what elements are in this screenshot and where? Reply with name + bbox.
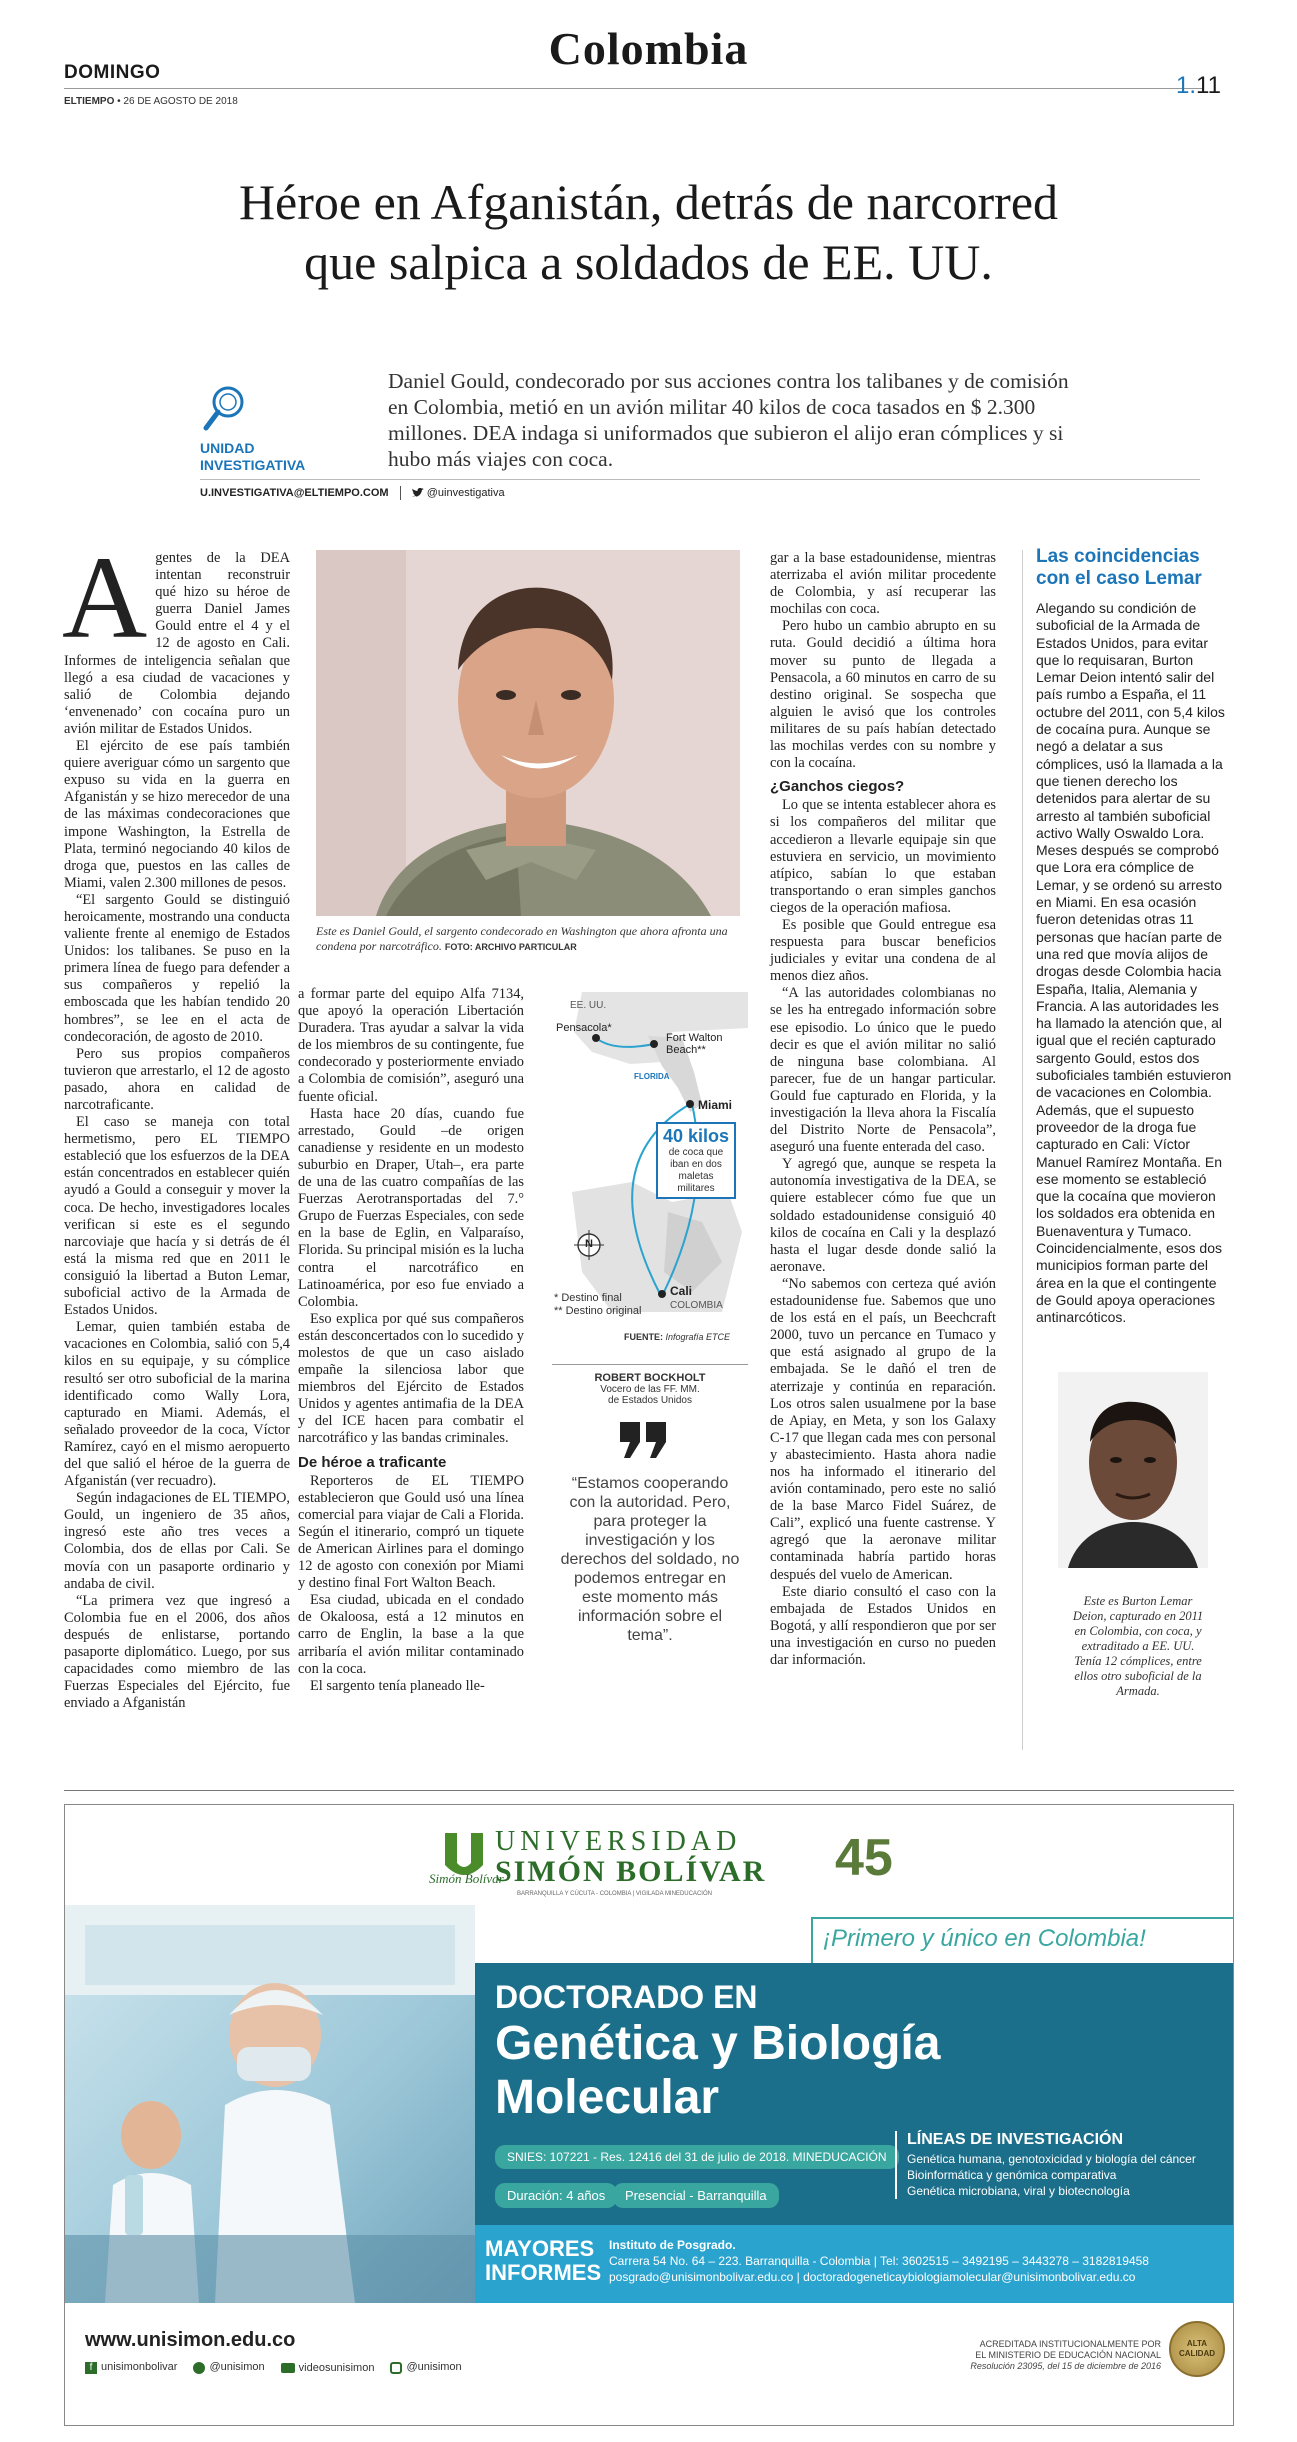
research-line: Genética humana, genotoxicidad y biología del cáncer [907, 2152, 1196, 2166]
gould-photo [316, 550, 740, 916]
research-line: Genética microbiana, viral y biotecnología [907, 2184, 1130, 2198]
accreditation-1: ACREDITADA INSTITUCIONALMENTE POR [979, 2339, 1161, 2349]
map-source-label: FUENTE: [624, 1332, 663, 1342]
headline [0, 172, 1297, 292]
website-link[interactable]: www.unisimon.edu.co [85, 2329, 296, 2351]
deck: Daniel Gould, condecorado por sus acciones contra los talibanes y de comisión en Colombia, metió en un avión militar 40 kilos de coca tasados en $ 2.300 millones. DEA indaga si uniformados que subieron el alijo eran cómplices y si hubo más viajes con coca. [388, 369, 1069, 471]
mayores-1: MAYORES [485, 2236, 595, 2261]
map-source-text: Infografía ETCE [665, 1332, 731, 1342]
contact-emails: posgrado@unisimonbolivar.edu.co | doctoradogeneticaybiologiamolecular@unisimonbolivar.edu.co [609, 2270, 1136, 2284]
university-name-1: UNIVERSIDAD [495, 1826, 742, 1857]
contact-institute: Instituto de Posgrado. [609, 2238, 736, 2252]
section-title: Colombia [548, 23, 749, 74]
unit-rule [200, 479, 1200, 480]
unit-label [200, 440, 305, 474]
accreditation [861, 2339, 1161, 2372]
map-source [624, 1332, 730, 1342]
map-florida-label: FLORIDA [634, 1072, 670, 1081]
research-lines-title: LÍNEAS DE INVESTIGACIÓN [907, 2131, 1124, 2148]
header-day: DOMINGO [64, 62, 161, 83]
subheading: ¿Ganchos ciegos? [770, 778, 905, 796]
youtube-handle: videosunisimon [298, 2361, 375, 2374]
sidebar-divider [1022, 550, 1023, 1750]
paragraph: “A las autoridades colombianas no se les ha entregado información sobre ese episodio. Lo único que le puedo decir es que el avión militar no salió de ninguna base colombiana. Al parecer, fue de un hangar particular. Gould fue capturado en Florida, y la investigación la lleva ahora la Fiscalía del Distrito Norte de Pensacola”, aseguró una fuente enterada del caso. [770, 985, 996, 1156]
quote-text: “Estamos cooperando con la autoridad. Pero, para proteger la investigación y los derechos del soldado, no podemos entregar en este momento más información sobre el tema”. [560, 1475, 740, 1644]
quote-name: ROBERT BOCKHOLT [594, 1372, 706, 1384]
kilos-note-3: maletas [678, 1171, 714, 1182]
kilos-note-4: militares [677, 1183, 715, 1194]
magnifier-icon [202, 384, 248, 434]
map-pensacola-label: Pensacola* [556, 1022, 612, 1034]
duration-pill [495, 2183, 617, 2208]
page-num: 11 [1196, 72, 1221, 99]
sidebar-body: Alegando su condición de suboficial de la Armada de Estados Unidos, para evitar que lo requisaran, Burton Lemar Deion intentó salir del país rumbo a España, el 11 octubre del 2011, con 5,4 kilos de cocaína pura. Aunque se negó a delatar a sus cómplices, usó la llamada a la que tienen derecho los detenidos para alertar de su arresto al también suboficial activo Wally Oswaldo Lora. Meses después se comprobó que Lora era cómplice de Lemar, y se ordenó su arresto en Miami. En esa ocasión fueron detenidas otras 11 personas que hacían parte de una red que movía alijos de drogas desde Colombia hacia España, Italia, Alemania y Francia. A las autoridades les ha llamado la atención que, al igual que el recién capturado sargento Gould, estos dos suboficiales también estuvieron de vacaciones en Colombia. Además, que el supuesto proveedor de la droga fue capturado en Cali: Víctor Manuel Ramírez Montaña. En ese momento se estableció que la cocaína que movieron los soldados era obtenida en Buenaventura y Tumaco. Coincidencialmente, esos dos municipios forman parte del área en la que el contingente de Gould apoya operaciones antinarcóticos. [1036, 600, 1232, 1326]
facebook-handle: unisimonbolivar [101, 2361, 178, 2373]
twitter-icon [193, 2362, 205, 2374]
photo-caption [316, 924, 740, 955]
lemar-photo [1058, 1372, 1208, 1568]
lemar-caption: Este es Burton Lemar Deion, capturado en 2011 en Colombia, con coca, y extraditado a EE. UU. Tenía 12 cómplices, entre ellos otro suboficial de la Armada. [1072, 1594, 1204, 1698]
map-country-label: EE. UU. [570, 1000, 607, 1011]
anniversary-badge [835, 1823, 893, 1899]
paragraph: “No sabemos con certeza qué avión estadounidense fue. Sabemos que uno de los está en el país, un Beechcraft 2000, tuvo un percance en Tumaco y que está asignado al grupo de la embajada. Se le dañó el tren de aterrizaje y continúa en reparación. Los otros salen usualmene por la base de Apiay, en Meta, y son los Galaxy C-17 que llegan cada mes con personal y abastecimiento. Hasta ahora nadie nos ha informado el itinerario del avión contaminado, pero este no salió de la base Marco Fidel Suárez, de Cali”, explicó una fuente castrense. Y agregó que la aeronave militar contaminada habría partido horas después del vuelo de American. [770, 1275, 996, 1583]
accreditation-3: Resolución 23095, del 15 de diciembre de 2016 [970, 2361, 1161, 2371]
paragraph: Eso explica por qué sus compañeros están desconcertados con lo sucedido y molestos de que un caso aislado empañe la silenciosa labor que miembros del Ejército de Estados Unidos y agentes antimafia de la DEA y del ICE hacen para combatir el narcotráfico y las bandas criminales. [298, 1310, 524, 1447]
twitter-handle: @unisimon [209, 2361, 265, 2374]
snies-pill [495, 2145, 899, 2169]
instagram-icon [390, 2362, 402, 2374]
research-lines [895, 2131, 1215, 2199]
lab-photo [65, 1905, 475, 2303]
youtube-icon [281, 2363, 295, 2373]
university-script: Simón Bolívar [429, 1871, 504, 1886]
header-date-line [64, 96, 238, 107]
subheading: De héroe a traficante [298, 1453, 447, 1471]
sidebar-title-1: Las coincidencias [1036, 546, 1200, 567]
duration-text: Duración: 4 años [495, 2183, 617, 2208]
header-paper: ELTIEMPO [64, 96, 115, 107]
university-name-2: SIMÓN BOLÍVAR [495, 1855, 767, 1888]
quote-role-1: Vocero de las FF. MM. [600, 1384, 700, 1395]
paragraph: Y agregó que, aunque se respeta la autonomía investigativa de la DEA, se quiere establecer cómo fue que un soldado estadounidense consiguió 40 kilos de cocaína en Cali y la desplazó hasta el lugar desde donde salió la aeronave. [770, 1156, 996, 1275]
article-bottom-rule [64, 1790, 1234, 1791]
paragraph: gar a la base estadounidense, mientras aterrizaba el avión militar procedente de Colombia, y así recuperar las mochilas con coca. [770, 550, 996, 618]
legend-final: * Destino final [554, 1292, 622, 1304]
paragraph: Según indagaciones de EL TIEMPO, Gould, un ingeniero de 35 años, ingresó este año tres veces a Colombia, dos de ellas por Cali. Se movía con un pasaporte ordinario y andaba de civil. [64, 1490, 290, 1592]
quote-attribution [552, 1372, 748, 1406]
sidebar-title-2: con el caso Lemar [1036, 568, 1202, 589]
map-fwb-line-2: Beach** [666, 1044, 706, 1056]
contact-info [609, 2237, 1149, 2285]
paragraph: El ejército de ese país también quiere averiguar cómo un sargento que expuso su vida en la guerra en Afganistán y se hizo merecedor de una de las máximas condecoraciones que impone Washington, la Estrella de Plata, terminó negociando 40 kilos de droga que, puestos en las calles de Miami, valen 2.300 millones de pesos. [64, 738, 290, 891]
youtube-item[interactable] [281, 2362, 375, 2374]
route-map [552, 992, 748, 1352]
header-rule [64, 88, 1204, 89]
unit-label-2: INVESTIGATIVA [200, 457, 306, 473]
kilos-note-1: de coca que [668, 1147, 724, 1158]
legend-original: ** Destino original [554, 1305, 642, 1317]
program-title [495, 1977, 940, 2125]
map-cali-label: Cali [670, 1284, 693, 1298]
paragraph: Hasta hace 20 días, cuando fue arrestado, Gould –de origen canadiense y residente en un modesto suburbio en Draper, Utah–, era parte de una de las cuatro compañías de las Fuerzas Aerotransportadas del 7.° Grupo de Fuerzas Especiales, con sede en la base de Eglin, en Valparaíso, Florida. Su principal misión es la lucha contra el narcotráfico en Latinoamérica, por eso fue enviado a Colombia. [298, 1105, 524, 1310]
contact-address: Carrera 54 No. 64 – 223. Barranquilla - Colombia | Tel: 3602515 – 3492195 – 3443278 – 3182819458 [609, 2254, 1149, 2268]
university-sub: BARRANQUILLA Y CÚCUTA - COLOMBIA | VIGILADA MINEDUCACIÓN [517, 1891, 712, 1897]
paragraph: Pero hubo un cambio abrupto en su ruta. Gould decidió a última hora mover su punto de llegada a Pensacola, a 60 minutos en carro de su destino original. Se sospecha que alguien le avisó que los controles militares de su país habían detectado las mochilas verdes con su nombre y con la cocaína. [770, 618, 996, 772]
compass-north: N [585, 1238, 593, 1250]
quote-rule [552, 1364, 748, 1365]
article-column-2 [298, 986, 524, 1695]
paragraph: Lemar, quien también estaba de vacaciones en Colombia, salió con 5,4 kilos en su equipaje, y su cómplice resultó ser otro suboficial de la marina identificado como Wally Lora, capturado en Miami. Además, el señalado proveedor de la coca, Víctor Ramírez, cayó en el mismo aeropuerto del que salió el héroe de la guerra de Afganistán (ver recuadro). [64, 1319, 290, 1490]
paragraph: Reporteros de EL TIEMPO establecieron que Gould usó una línea comercial para viajar de Cali a Florida. Según el itinerario, compró un tiquete de American Airlines para el domingo 12 de agosto con conexión por Miami y destino final Fort Walton Beach. [298, 1472, 524, 1592]
anniversary-number: 45 [835, 1829, 893, 1887]
paragraph: “La primera vez que ingresó a Colombia fue en el 2006, dos años después de enlistarse, portando pasaporte diplomático. Luego, por sus capacidades como miembro de las Fuerzas Especiales del Ejército, fue enviado a Afganistán [64, 1592, 290, 1712]
unit-twitter-link[interactable]: @uinvestigativa [426, 486, 505, 499]
paragraph: Lo que se intenta establecer ahora es si los compañeros del militar que accedieron a llevarle equipaje sin que estuviera en servicio, un movimiento atípico, sabían lo que estaban transportando o eran simples ganchos ciegos de la operación mafiosa. [770, 797, 996, 916]
accreditation-2: EL MINISTERIO DE EDUCACIÓN NACIONAL [975, 2350, 1161, 2360]
quote-marks-icon [616, 1418, 672, 1464]
unit-label-1: UNIDAD [200, 440, 255, 456]
map-colombia-label: COLOMBIA [670, 1300, 723, 1311]
twitter-item[interactable] [193, 2361, 264, 2373]
paragraph: Pero sus propios compañeros tuvieron que arrestarlo, el 12 de agosto pasado, ahora en calidad de narcotraficante. [64, 1045, 290, 1113]
university-name [495, 1827, 766, 1887]
map-fwb-line-1: Fort Walton [666, 1032, 723, 1044]
article-column-1 [62, 532, 290, 1712]
quality-seal-icon [1169, 2321, 1225, 2377]
map-miami-label: Miami [698, 1098, 733, 1112]
quote-role-2: de Estados Unidos [608, 1395, 692, 1406]
instagram-item[interactable] [390, 2361, 461, 2373]
program-title-2: Genética y Biología [495, 2017, 941, 2070]
facebook-item[interactable] [85, 2361, 177, 2374]
research-line: Bioinformática y genómica comparativa [907, 2168, 1117, 2182]
mode-text: Presencial - Barranquilla [613, 2183, 779, 2208]
contact-divider [400, 486, 401, 500]
headline-line-1: Héroe en Afganistán, detrás de narcorred [238, 174, 1059, 230]
social-links [85, 2361, 462, 2374]
photo-credit: FOTO: ARCHIVO PARTICULAR [444, 942, 577, 952]
paragraph: Es posible que Gould entregue esa respuesta para buscar beneficios judiciales y evitar una condena de al menos diez años. [770, 916, 996, 985]
tagline: ¡Primero y único en Colombia! [823, 1925, 1146, 1952]
paragraph: El caso se maneja con total hermetismo, pero EL TIEMPO estableció que los esfuerzos de la DEA están concentrados en establecer quién ayudó a Gould a conseguir y mover la coca. De hecho, investigadores locales verifican si este es el segundo narcoviaje que hacía y si detrás de él está la misma red que en 2011 le consiguió la libertad a Buton Lemar, suboficial activo de la Armada de Estados Unidos. [64, 1114, 290, 1319]
instagram-handle: @unisimon [406, 2361, 462, 2374]
snies-text: SNIES: 107221 - Res. 12416 del 31 de julio de 2018. MINEDUCACIÓN [495, 2145, 899, 2169]
headline-line-2: que salpica a soldados de EE. UU. [304, 234, 993, 290]
kilos-value: 40 kilos [662, 1126, 730, 1146]
facebook-icon: f [85, 2362, 97, 2374]
program-title-3: Molecular [495, 2071, 720, 2124]
drop-cap: A [62, 532, 148, 663]
tagline-box [811, 1917, 1234, 1963]
paragraph: “El sargento Gould se distinguió heroicamente, mostrando una conducta valiente frente al enemigo de Estados Unidos: los talibanes. Se puso en la primera línea de fuego para defender a sus compañeros y repelió la emboscada que les habían tendido 20 hombres”, se lee en el acta de condecoración, de agosto de 2010. [64, 891, 290, 1045]
page-number [1176, 72, 1221, 100]
sidebar-title [1036, 546, 1202, 590]
paragraph: gentes de la DEA intentan reconstruir qué hizo su héroe de guerra Daniel James Gould entre el 4 y el 12 de agosto en Cali. Informes de inteligencia señalan que llegó a esa ciudad de vacaciones y salió de Colombia dejando ‘envenenado’ con cocaína puro un avión militar de Estados Unidos. [64, 550, 290, 737]
mayores-informes [485, 2237, 601, 2285]
article-column-3 [770, 550, 996, 1669]
paragraph: El sargento tenía planeado lle- [310, 1677, 485, 1694]
page-prefix: 1. [1176, 72, 1197, 99]
map-fwb-label [666, 1032, 722, 1056]
header-date: • 26 DE AGOSTO DE 2018 [117, 96, 238, 107]
paragraph: Esa ciudad, ubicada en el condado de Okaloosa, está a 12 minutos en carro de Englin, la base a la que arribaría el avión militar contaminado con la coca. [298, 1592, 524, 1677]
paragraph: Este diario consultó el caso con la embajada de Estados Unidos en Bogotá, y allí respondieron que por ser una investigación en curso no pueden dar información. [770, 1583, 996, 1668]
kilos-callout [656, 1122, 736, 1199]
quality-seal-text: ALTA CALIDAD [1179, 2339, 1215, 2358]
compass-icon [574, 1230, 604, 1260]
ad-frame [64, 1804, 1234, 2426]
kilos-note-2: iban en dos [670, 1159, 722, 1170]
program-title-1: DOCTORADO EN [495, 1979, 758, 2015]
unit-email-link[interactable]: U.INVESTIGATIVA@ELTIEMPO.COM [200, 486, 389, 499]
paragraph: a formar parte del equipo Alfa 7134, que apoyó la operación Libertación Duradera. Tras ayudar a salvar la vida de los miembros de su contingente, fue condecorado y posteriormente enviado a Colombia de comisión”, aseguró una fuente oficial. [298, 986, 524, 1105]
mode-pill [613, 2183, 779, 2208]
mayores-2: INFORMES [485, 2260, 602, 2285]
map-legend [554, 1292, 641, 1318]
unit-contact [200, 486, 505, 500]
twitter-icon [412, 488, 424, 498]
photo-caption-text: Este es Daniel Gould, el sargento condecorado en Washington que ahora afronta una condena por narcotráfico. [316, 924, 728, 953]
